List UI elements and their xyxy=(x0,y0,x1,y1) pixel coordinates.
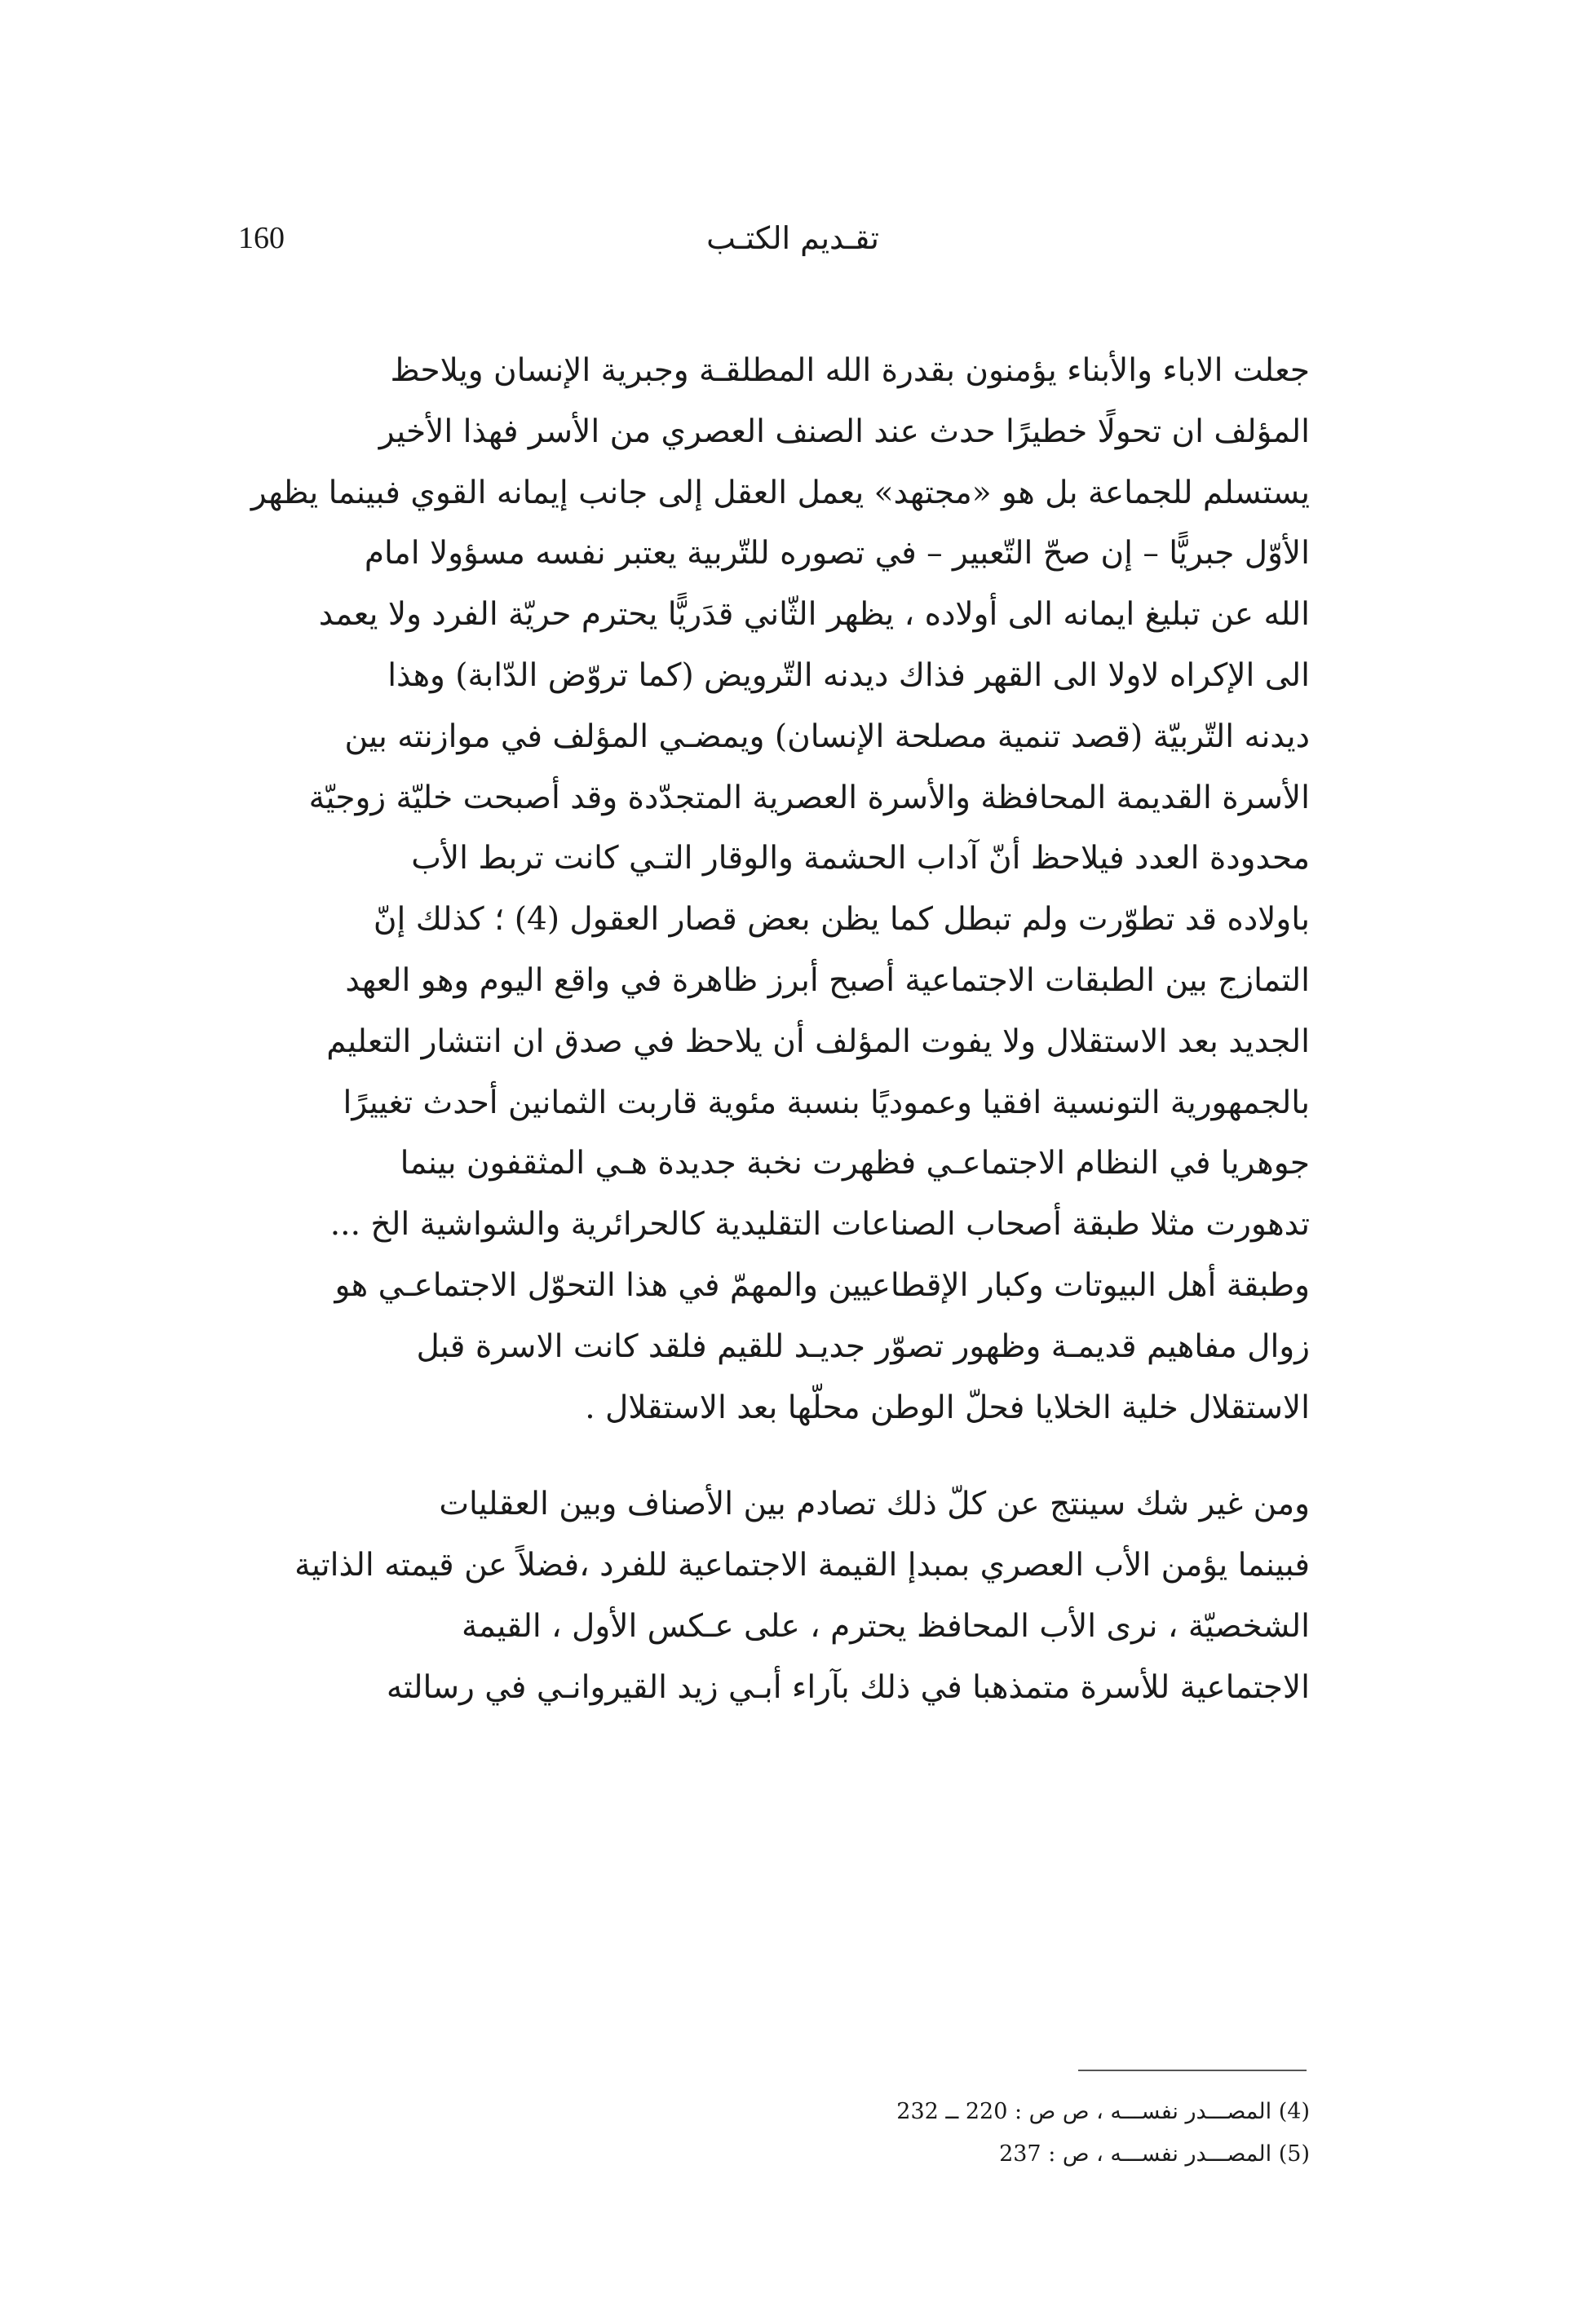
footnote-4: (4) المصـــدر نفســـه ، ص ص : 220 ــ 232 xyxy=(896,2099,1310,2124)
paragraph-1: جعلت الاباء والأبناء يؤمنون بقدرة الله المطلقـة وجبرية الإنسان ويلاحظ المؤلف ان تحولًا خطيرًا حدث عند الصنف العصري من الأسر فهذا الأخير يستسلم للجماعة بل هو «مجتهد» يعمل العقل إلى جانب إيمانه القوي فبينما يظهر الأوّل جبريًّا – إن صحّ التّعبير – في تصوره للتّربية يعتبر نفسه مسؤولا امام الله عن تبليغ ايمانه الى أولاده ، يظهر الثّاني قدَريًّا يحترم حريّة الفرد ولا يعمد الى الإكراه لاولا الى القهر فذاك ديدنه التّرويض (كما تروّض الدّابة) وهذا ديدنه التّربيّة (قصد تنمية مصلحة الإنسان) ويمضـي المؤلف في موازنته بين الأسرة القديمة المحافظة والأسرة العصرية المتجدّدة وقد أصبحت خليّة زوجيّة محدودة العدد فيلاحظ أنّ آداب الحشمة والوقار التـي كانت تربط الأب باولاده قد تطوّرت ولم تبطل كما يظن بعض قصار العقول (4) ؛ كذلك إنّ التمازج بين الطبقات الاجتماعية أصبح أبرز ظاهرة في واقع اليوم وهو العهد الجديد بعد الاستقلال ولا يفوت المؤلف أن يلاحظ في صدق ان انتشار التعليم بالجمهورية التونسية افقيا وعموديًا بنسبة مئوية قاربت الثمانين أحدث تغييرًا جوهريا في النظام الاجتماعـي فظهرت نخبة جديدة هـي المثقفون بينما تدهورت مثلا طبقة أصحاب الصناعات التقليدية كالحرائرية والشواشية الخ ... وطبقة أهل البيوتات وكبار الإقطاعيين والمهمّ في هذا التحوّل الاجتماعـي هو زوال مفاهيم قديمـة وظهور تصوّر جديـد للقيم فلقد كانت الاسرة قبل الاستقلال خلية الخلايا فحلّ الوطن محلّها بعد الاستقلال . xyxy=(250,352,1310,1426)
running-title: تقـديم الكتـب xyxy=(706,220,879,256)
paragraph-2: ومن غير شك سينتج عن كلّ ذلك تصادم بين الأصناف وبين العقليات فبينما يؤمن الأب العصري بمبدإ القيمة الاجتماعية للفرد ،فضلاً عن قيمته الذاتية الشخصيّة ، نرى الأب المحافظ يحترم ، على عـكس الأول ، القيمة الاجتماعية للأسرة متمذهبا في ذلك بآراء أبـي زيد القيروانـي في رسالته xyxy=(294,1486,1310,1706)
page-header xyxy=(230,214,1310,271)
footnote-5: (5) المصـــدر نفســـه ، ص : 237 xyxy=(999,2141,1310,2167)
footnote-divider xyxy=(1078,2070,1307,2071)
footnotes xyxy=(734,2091,1310,2176)
body-text xyxy=(230,341,1310,1719)
page-number: 160 xyxy=(238,221,285,255)
